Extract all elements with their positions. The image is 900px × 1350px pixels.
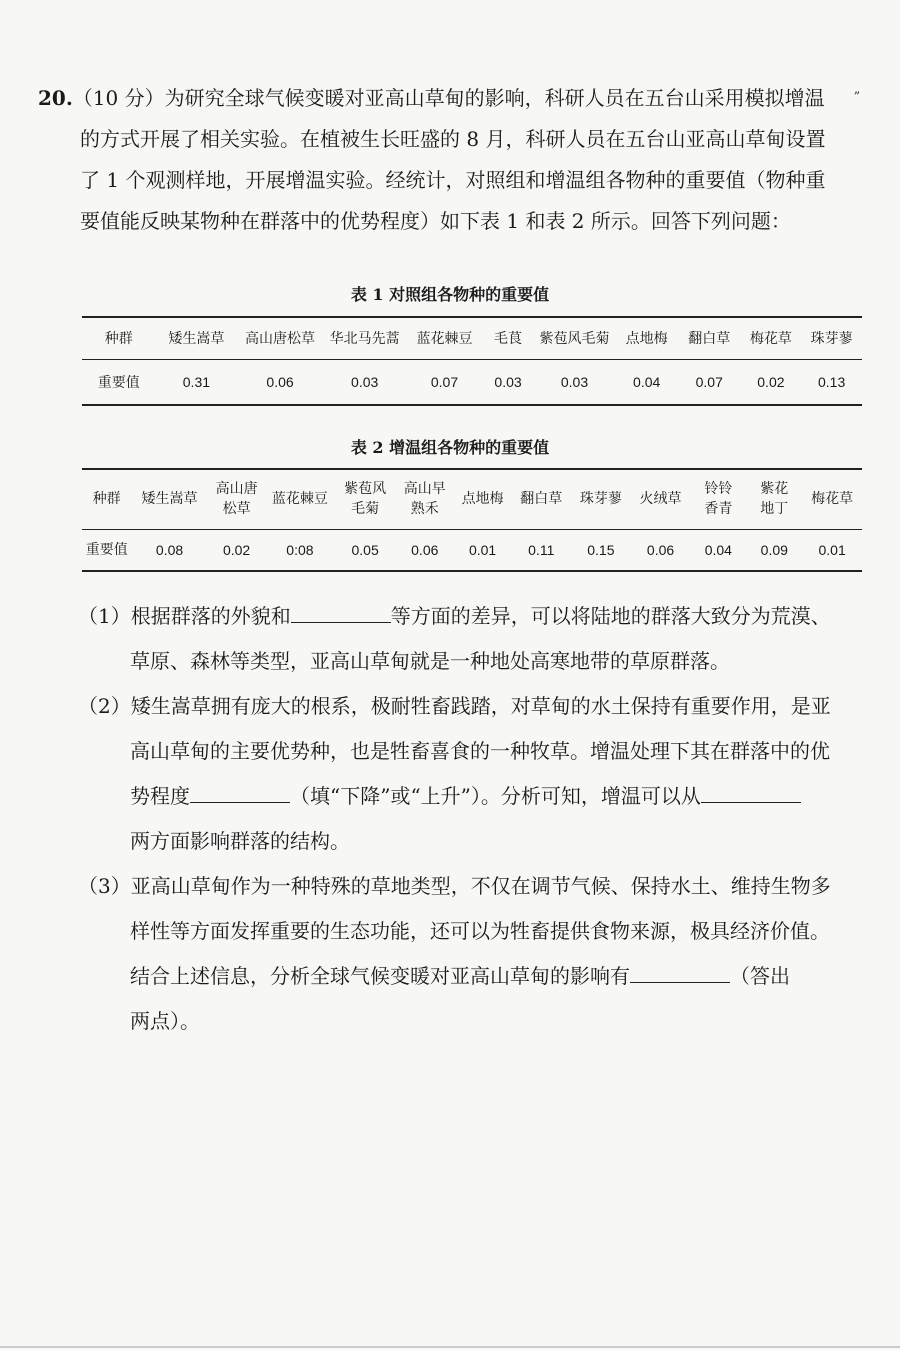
table1 <box>82 316 862 406</box>
answer-blank-3[interactable] <box>701 780 801 803</box>
table2-header-cell: 矮生嵩草 <box>131 469 207 529</box>
table1-value-cell: 0.13 <box>801 359 862 405</box>
table2-header-cell: 蓝花棘豆 <box>265 469 334 529</box>
answer-blank-4[interactable] <box>630 960 730 983</box>
table1-value-cell: 0.02 <box>741 359 802 405</box>
table1-header-cell: 翻白草 <box>678 317 741 359</box>
table2-header-row <box>82 469 862 529</box>
table2-value-cell: 0.02 <box>208 529 266 571</box>
table2-value-cell: 0.04 <box>690 529 746 571</box>
sub-question-3: （3）亚高山草甸作为一种特殊的草地类型，不仅在调节气候、保持水土、维持生物多 样性等方面发挥重要的生态功能，还可以为牲畜提供食物来源，极具经济价值。 结合上述信息，分析全球气候变暖对亚高山草甸的影响有 （答出 两点）。 <box>78 874 831 1033</box>
table2-value-cell: 0.15 <box>571 529 631 571</box>
table2-value-cell: 重要值 <box>82 529 131 571</box>
question-intro <box>38 78 861 242</box>
table2 <box>82 468 862 572</box>
table1-value-cell: 0.07 <box>678 359 741 405</box>
table1-header-cell: 点地梅 <box>615 317 678 359</box>
question-line-2: 的方式开展了相关实验。在植被生长旺盛的 8 月，科研人员在五台山亚高山草甸设置 <box>80 127 826 151</box>
table1-header-cell: 高山唐松草 <box>237 317 323 359</box>
table2-value-cell: 0.06 <box>396 529 454 571</box>
stray-mark: „ <box>854 82 861 96</box>
table2-header-cell: 高山早 熟禾 <box>396 469 454 529</box>
table1-header-cell: 梅花草 <box>741 317 802 359</box>
table2-value-cell: 0.11 <box>511 529 571 571</box>
table1-caption: 表 1 对照组各物种的重要值 <box>350 285 550 304</box>
question-number: 20. <box>38 86 73 110</box>
table1-header-cell: 蓝花棘豆 <box>407 317 483 359</box>
table2-value-cell: 0.05 <box>334 529 396 571</box>
table2-header-cell: 紫苞风 毛菊 <box>334 469 396 529</box>
question-line-1: 20.（10 分）为研究全球气候变暖对亚高山草甸的影响，科研人员在五台山采用模拟增温 <box>38 86 825 110</box>
page-edge <box>0 1346 900 1348</box>
table1-value-cell: 0.04 <box>615 359 678 405</box>
table2-header-cell: 梅花草 <box>802 469 862 529</box>
table1-header-row <box>82 317 862 359</box>
table1-header-cell: 紫苞风毛菊 <box>534 317 616 359</box>
table1-value-row <box>82 359 862 405</box>
table2-header-cell: 火绒草 <box>631 469 691 529</box>
table2-header-cell: 珠芽蓼 <box>571 469 631 529</box>
answer-blank-1[interactable] <box>291 600 391 623</box>
table2-header-cell: 紫花 地丁 <box>746 469 802 529</box>
table1-header-cell: 毛茛 <box>483 317 534 359</box>
answer-blank-2[interactable] <box>190 780 290 803</box>
question-line-3: 了 1 个观测样地，开展增温实验。经统计，对照组和增温组各物种的重要值（物种重 <box>80 168 826 192</box>
table2-value-cell: 0.01 <box>802 529 862 571</box>
table2-caption: 表 2 增温组各物种的重要值 <box>350 438 550 457</box>
table1-header-cell: 珠芽蓼 <box>801 317 862 359</box>
table2-value-cell: 0.09 <box>746 529 802 571</box>
table1-header-cell: 种群 <box>82 317 156 359</box>
table1-header-cell: 矮生嵩草 <box>156 317 238 359</box>
question-line-4: 要值能反映某物种在群落中的优势程度）如下表 1 和表 2 所示。回答下列问题： <box>80 209 791 233</box>
table2-value-cell: 0:08 <box>265 529 334 571</box>
table2-header-cell: 铃铃 香青 <box>690 469 746 529</box>
table1-value-cell: 重要值 <box>82 359 156 405</box>
table1-value-cell: 0.03 <box>534 359 616 405</box>
sub-question-2: （2）矮生嵩草拥有庞大的根系，极耐牲畜践踏，对草甸的水土保持有重要作用，是亚 高山草甸的主要优势种，也是牲畜喜食的一种牧草。增温处理下其在群落中的优 势程度 （填“下降”或“上升”）。分析可知，增温可以从 两方面影响群落的结构。 <box>78 694 831 853</box>
table2-header-cell: 种群 <box>82 469 131 529</box>
table2-header-cell: 点地梅 <box>454 469 512 529</box>
table1-value-cell: 0.07 <box>407 359 483 405</box>
table1-header-cell: 华北马先蒿 <box>323 317 407 359</box>
table2-header-cell: 高山唐 松草 <box>208 469 266 529</box>
table1-value-cell: 0.31 <box>156 359 238 405</box>
table1-value-cell: 0.06 <box>237 359 323 405</box>
table2-value-cell: 0.08 <box>131 529 207 571</box>
table2-value-row <box>82 529 862 571</box>
sub-question-1: （1）根据群落的外貌和 等方面的差异，可以将陆地的群落大致分为荒漠、 草原、森林等类型，亚高山草甸就是一种地处高寒地带的草原群落。 <box>78 594 858 684</box>
table2-value-cell: 0.06 <box>631 529 691 571</box>
table1-value-cell: 0.03 <box>483 359 534 405</box>
table2-header-cell: 翻白草 <box>511 469 571 529</box>
table2-value-cell: 0.01 <box>454 529 512 571</box>
table1-value-cell: 0.03 <box>323 359 407 405</box>
